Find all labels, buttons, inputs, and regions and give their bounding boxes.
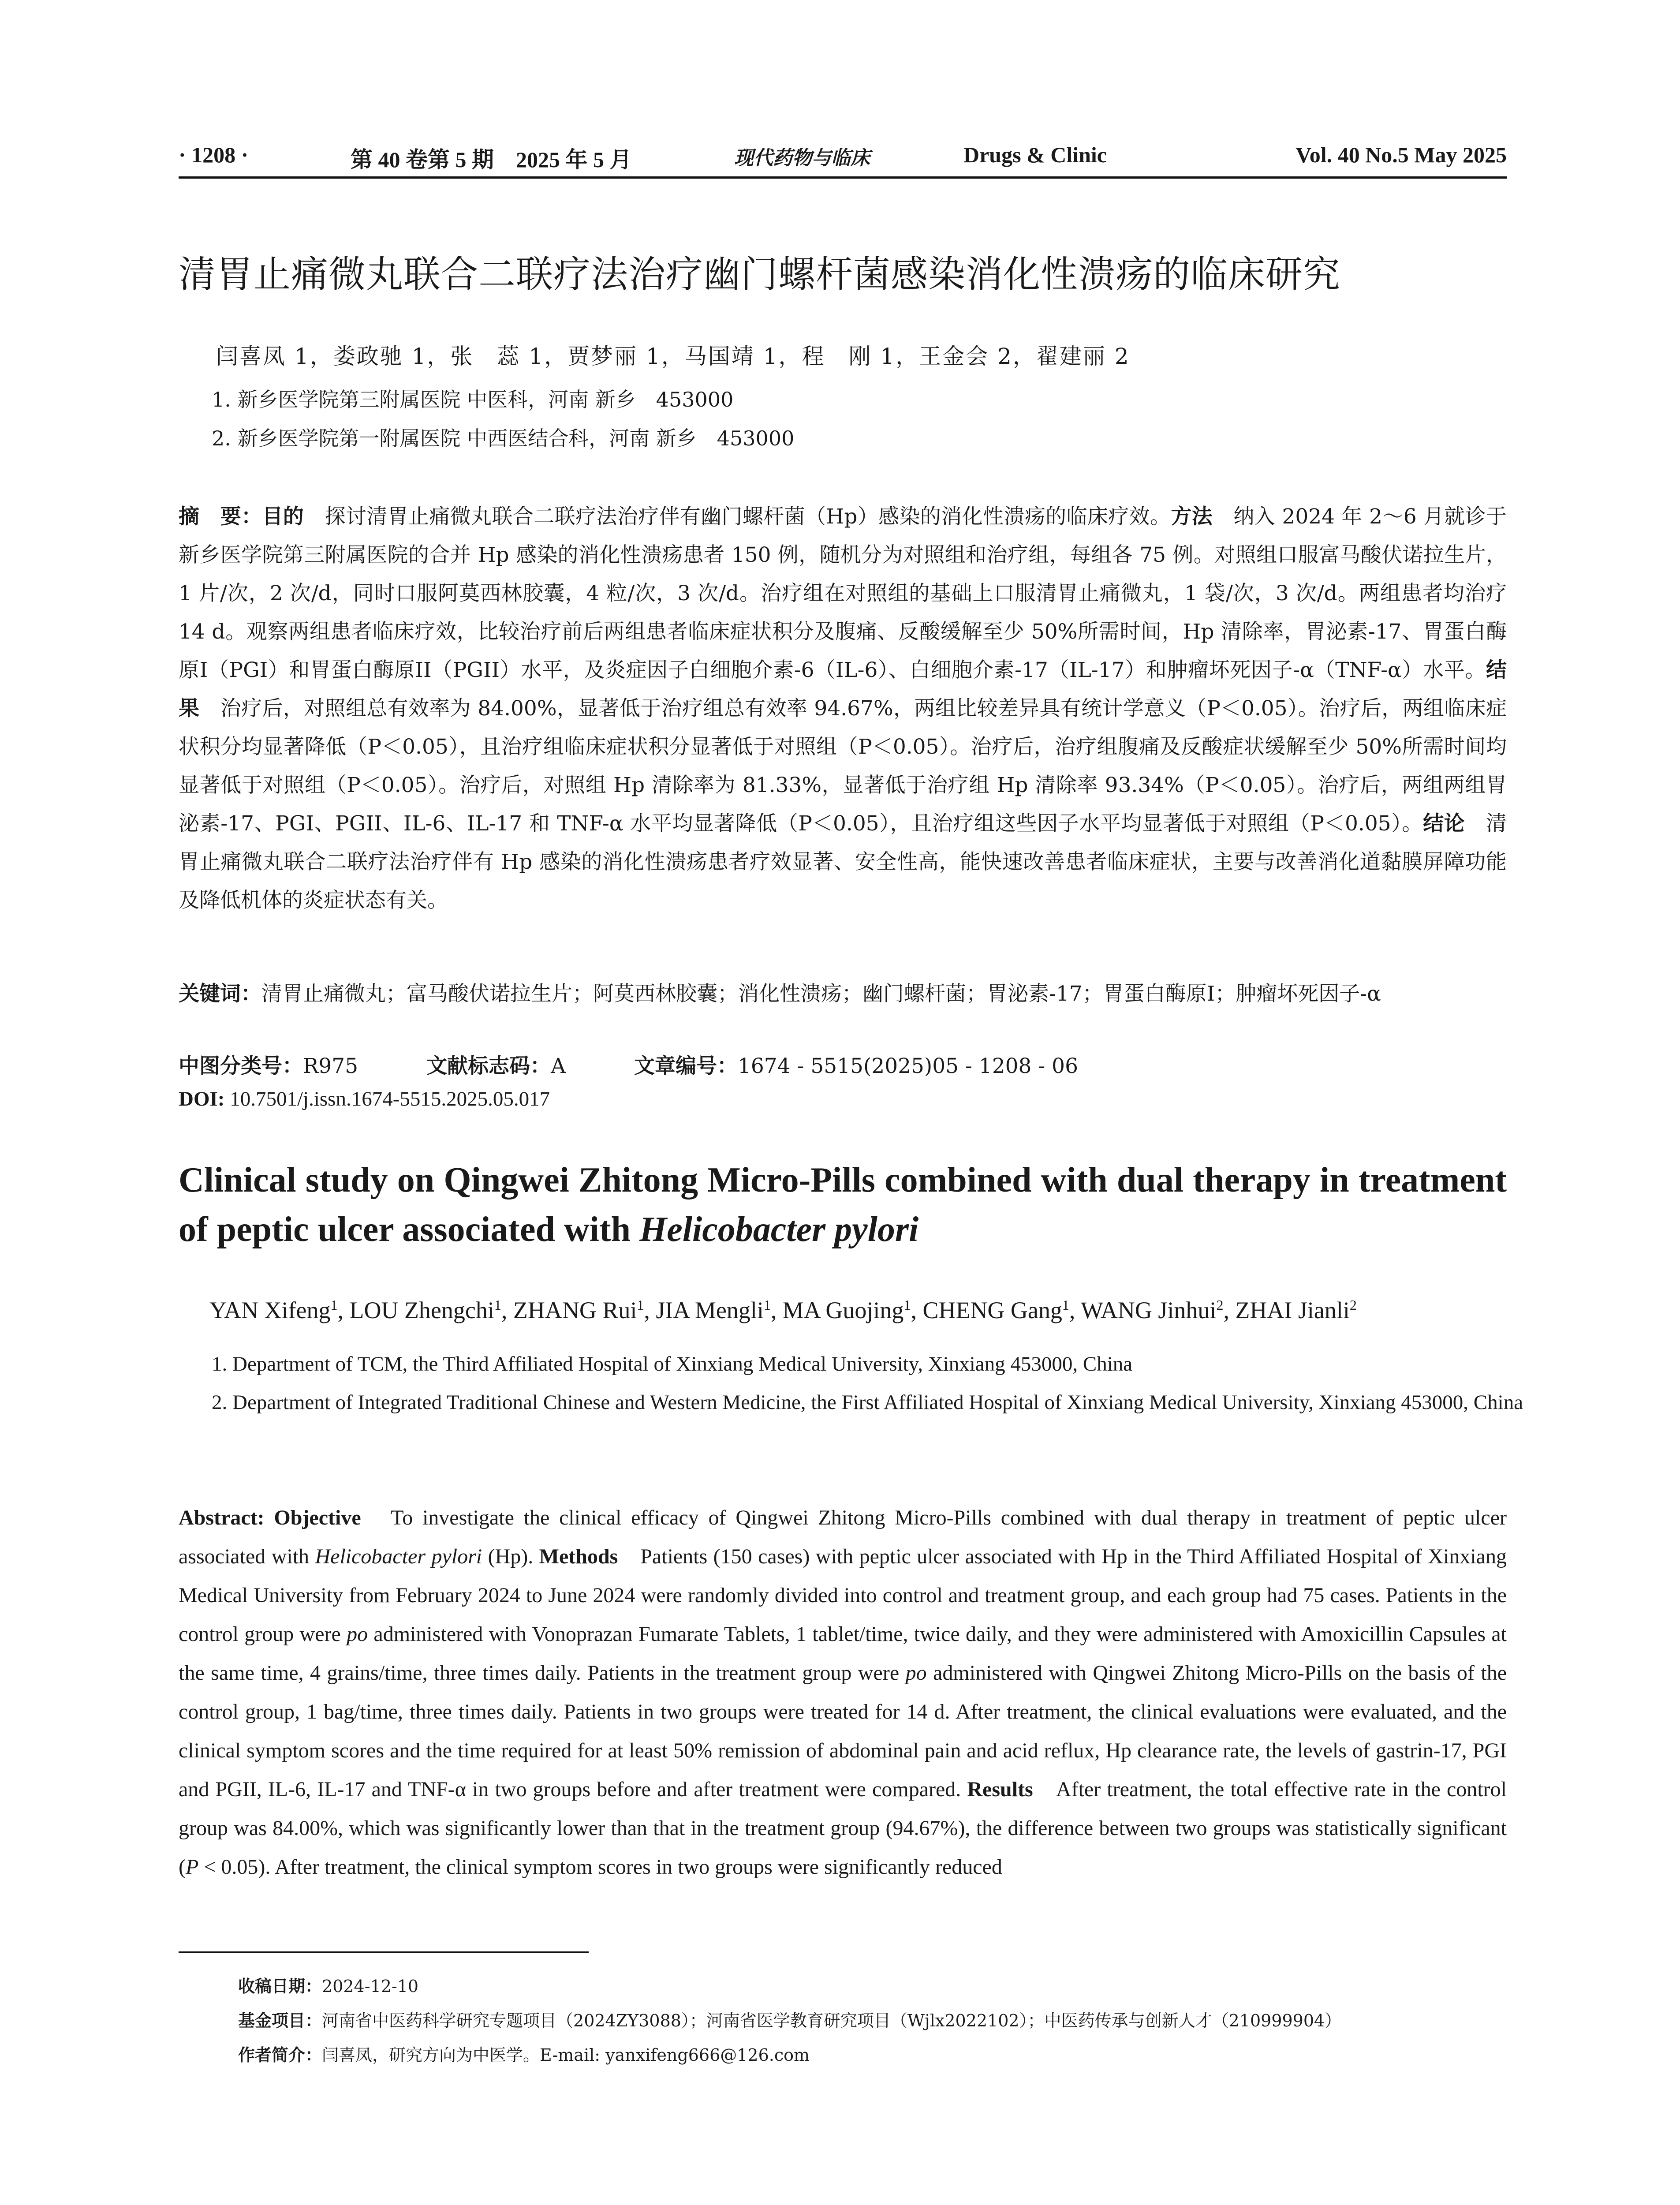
methods-cn-label: 方法 bbox=[1171, 505, 1213, 529]
article-number-value: 1674 - 5515(2025)05 - 1208 - 06 bbox=[737, 1054, 1078, 1078]
conclusion-cn-label: 结论 bbox=[1423, 811, 1465, 836]
affiliation-en-1: 1. Department of TCM, the Third Affiliated Hospital of Xinxiang Medical University, Xinxiang 453000, China bbox=[212, 1353, 1133, 1375]
methods-en-2: administered with Vonoprazan Fumarate Tablets, 1 tablet/time, twice daily, and they were administered with Amoxicillin Capsules at the same time, 4 grains/time, three times daily. Patients in the treatment group were bbox=[179, 1622, 1507, 1685]
fund-label: 基金项目： bbox=[238, 2011, 322, 2030]
objective-en-italic: Helicobacter pylori bbox=[315, 1545, 482, 1568]
author-en: ZHAI Jianli bbox=[1235, 1297, 1350, 1323]
objective-en-end: (Hp). bbox=[482, 1545, 534, 1568]
po-italic: po bbox=[347, 1622, 368, 1646]
authors-en: YAN Xifeng$^1$, LOU Zhengchi$^1$, ZHANG Rui$^1$, JIA Mengli$^1$, MA Guojing$^1$, CHENG Gang$^1$, WANG Jinhui$^2$, ZHAI Jianli$^2$ bbox=[209, 1297, 1357, 1323]
clc-value: R975 bbox=[303, 1054, 358, 1078]
footnote-rule bbox=[179, 1951, 589, 1953]
author-profile-value: 闫喜凤，研究方向为中医学。E-mail: yanxifeng666@126.com bbox=[322, 2045, 810, 2065]
author-en: ZHANG Rui bbox=[513, 1297, 637, 1323]
footnotes bbox=[238, 1969, 1341, 2072]
classification-line bbox=[179, 1050, 1140, 1079]
running-header bbox=[179, 142, 1507, 177]
author-aff: 1 bbox=[1062, 1297, 1069, 1313]
keywords-cn bbox=[179, 975, 1507, 1013]
author-aff: 2 bbox=[1349, 1297, 1357, 1313]
affiliation-en-2: 2. Department of Integrated Traditional Chinese and Western Medicine, the First Affiliated Hospital of Xinxiang Medical University, Xinxiang 453000, China bbox=[212, 1391, 1523, 1414]
received-label: 收稿日期： bbox=[238, 1977, 322, 1996]
journal-name-en: Drugs & Clinic bbox=[963, 142, 1107, 167]
title-en bbox=[179, 1155, 1507, 1254]
author-aff: 1 bbox=[637, 1297, 644, 1313]
keywords-cn-label: 关键词： bbox=[179, 982, 261, 1006]
results-cn-label: 结果 bbox=[179, 658, 1507, 721]
abstract-cn bbox=[179, 497, 1507, 919]
methods-en-label: Methods bbox=[539, 1545, 618, 1568]
author-en: LOU Zhengchi bbox=[349, 1297, 494, 1323]
author-en: WANG Jinhui bbox=[1080, 1297, 1217, 1323]
author-en: YAN Xifeng bbox=[209, 1297, 331, 1323]
author-en: CHENG Gang bbox=[922, 1297, 1062, 1323]
fund-value: 河南省中医药科学研究专题项目（2024ZY3088）；河南省医学教育研究项目（Wjlx2022102）；中医药传承与创新人才（210999904） bbox=[322, 2011, 1342, 2030]
objective-cn-label: 目的 bbox=[262, 505, 304, 529]
issue-info-cn: 第 40 卷第 5 期 2025 年 5 月 bbox=[351, 147, 632, 172]
received-date bbox=[238, 1969, 1341, 2003]
fund-info bbox=[238, 2003, 1341, 2038]
author-aff: 1 bbox=[330, 1297, 338, 1313]
p-italic: P bbox=[185, 1855, 199, 1879]
header-rule bbox=[179, 176, 1507, 179]
results-en-2: < 0.05). After treatment, the clinical symptom scores in two groups were significantly reduced bbox=[198, 1855, 1002, 1879]
doc-code-label: 文献标志码： bbox=[426, 1054, 551, 1078]
article-number-label: 文章编号： bbox=[634, 1054, 738, 1078]
author-profile bbox=[238, 2038, 1341, 2072]
doc-code-value: A bbox=[551, 1054, 566, 1078]
clc-label: 中图分类号： bbox=[179, 1054, 303, 1078]
keywords-cn-text: 清胃止痛微丸；富马酸伏诺拉生片；阿莫西林胶囊；消化性溃疡；幽门螺杆菌；胃泌素-17；胃蛋白酶原Ⅰ；肿瘤坏死因子-α bbox=[261, 982, 1381, 1006]
abstract-en bbox=[179, 1499, 1507, 1887]
author-en: MA Guojing bbox=[782, 1297, 904, 1323]
affiliation-cn-1: 1. 新乡医学院第三附属医院 中医科，河南 新乡 453000 bbox=[212, 388, 734, 411]
results-en-label: Results bbox=[967, 1778, 1033, 1801]
objective-cn: 探讨清胃止痛微丸联合二联疗法治疗伴有幽门螺杆菌（Hp）感染的消化性溃疡的临床疗效。 bbox=[325, 505, 1171, 529]
abstract-cn-label: 摘 要： bbox=[179, 505, 262, 529]
doi-link[interactable]: 10.7501/j.issn.1674-5515.2025.05.017 bbox=[230, 1088, 550, 1110]
author-aff: 2 bbox=[1216, 1297, 1224, 1313]
author-profile-label: 作者简介： bbox=[238, 2045, 322, 2065]
title-en-italic: Helicobacter pylori bbox=[639, 1210, 919, 1249]
methods-en-3: administered with Qingwei Zhitong Micro-Pills on the basis of the control group, 1 bag/time, three times daily. Patients in two groups were treated for 14 d. After treatment, the clinical evaluations were evaluated, and the clinical symptom scores and the time required for at least 50% remission of abdominal pain and acid reflux, Hp clearance rate, the levels of gastrin-17, PGI and PGII, IL-6, IL-17 and TNF-α in two groups before and after treatment were compared. bbox=[179, 1661, 1507, 1801]
results-en-1: After treatment, the total effective rate in the control group was 84.00%, which was significantly lower than that in the treatment group (94.67%), the difference between two groups was statistically significant ( bbox=[179, 1778, 1507, 1879]
doi-line bbox=[179, 1087, 550, 1111]
volume-info-en: Vol. 40 No.5 May 2025 bbox=[1295, 142, 1507, 167]
page-number: · 1208 · bbox=[179, 142, 249, 167]
journal-name-cn: 现代药物与临床 bbox=[734, 147, 870, 169]
title-en-main: Clinical study on Qingwei Zhitong Micro-Pills combined with dual therapy in treatment of peptic ulcer associated with bbox=[179, 1161, 1507, 1249]
results-cn: 治疗后，对照组总有效率为 84.00%，显著低于治疗组总有效率 94.67%，两组比较差异具有统计学意义（P＜0.05）。治疗后，两组临床症状积分均显著降低（P＜0.05），且治疗组临床症状积分显著低于对照组（P＜0.05）。治疗后，治疗组腹痛及反酸症状缓解至少 50%所需时间均显著低于对照组（P＜0.05）。治疗后，对照组 Hp 清除率为 81.33%，显著低于治疗组 Hp 清除率 93.34%（P＜0.05）。治疗后，两组两组胃泌素-17、PGI、PGII、IL-6、IL-17 和 TNF-α 水平均显著降低（P＜0.05），且治疗组这些因子水平均显著低于对照组（P＜0.05）。 bbox=[179, 696, 1507, 836]
author-aff: 1 bbox=[763, 1297, 771, 1313]
methods-en-1: Patients (150 cases) with peptic ulcer associated with Hp in the Third Affiliated Hospital of Xinxiang Medical University from February 2024 to June 2024 were randomly divided into control and treatment group, and each group had 75 cases. Patients in the control group were bbox=[179, 1545, 1507, 1646]
author-aff: 1 bbox=[903, 1297, 911, 1313]
objective-en: To investigate the clinical efficacy of Qingwei Zhitong Micro-Pills combined with dual therapy in treatment of peptic ulcer associated with bbox=[179, 1506, 1507, 1568]
author-aff: 1 bbox=[494, 1297, 501, 1313]
affiliation-cn-2: 2. 新乡医学院第一附属医院 中西医结合科，河南 新乡 453000 bbox=[212, 426, 795, 450]
authors-cn: 闫喜凤 1，娄政驰 1，张 蕊 1，贾梦丽 1，马国靖 1，程 刚 1，王金会 2，翟建丽 2 bbox=[216, 344, 1130, 369]
conclusion-cn: 清胃止痛微丸联合二联疗法治疗伴有 Hp 感染的消化性溃疡患者疗效显著、安全性高，能快速改善患者临床症状，主要与改善消化道黏膜屏障功能及降低机体的炎症状态有关。 bbox=[179, 811, 1507, 912]
received-value: 2024-12-10 bbox=[322, 1977, 419, 1996]
title-cn: 清胃止痛微丸联合二联疗法治疗幽门螺杆菌感染消化性溃疡的临床研究 bbox=[179, 253, 1341, 296]
po-italic: po bbox=[905, 1661, 927, 1685]
methods-cn: 纳入 2024 年 2～6 月就诊于新乡医学院第三附属医院的合并 Hp 感染的消化性溃疡患者 150 例，随机分为对照组和治疗组，每组各 75 例。对照组口服富马酸伏诺拉生片，1 片/次，2 次/d，同时口服阿莫西林胶囊，4 粒/次，3 次/d。治疗组在对照组的基础上口服清胃止痛微丸，1 袋/次，3 次/d。两组患者均治疗 14 d。观察两组患者临床疗效，比较治疗前后两组患者临床症状积分及腹痛、反酸缓解至少 50%所需时间，Hp 清除率，胃泌素-17、胃蛋白酶原I（PGI）和胃蛋白酶原II（PGII）水平，及炎症因子白细胞介素-6（IL-6）、白细胞介素-17（IL-17）和肿瘤坏死因子-α（TNF-α）水平。 bbox=[179, 505, 1507, 682]
author-en: JIA Mengli bbox=[656, 1297, 764, 1323]
doi-label: DOI: bbox=[179, 1088, 225, 1110]
abstract-en-label: Abstract: Objective bbox=[179, 1506, 361, 1529]
